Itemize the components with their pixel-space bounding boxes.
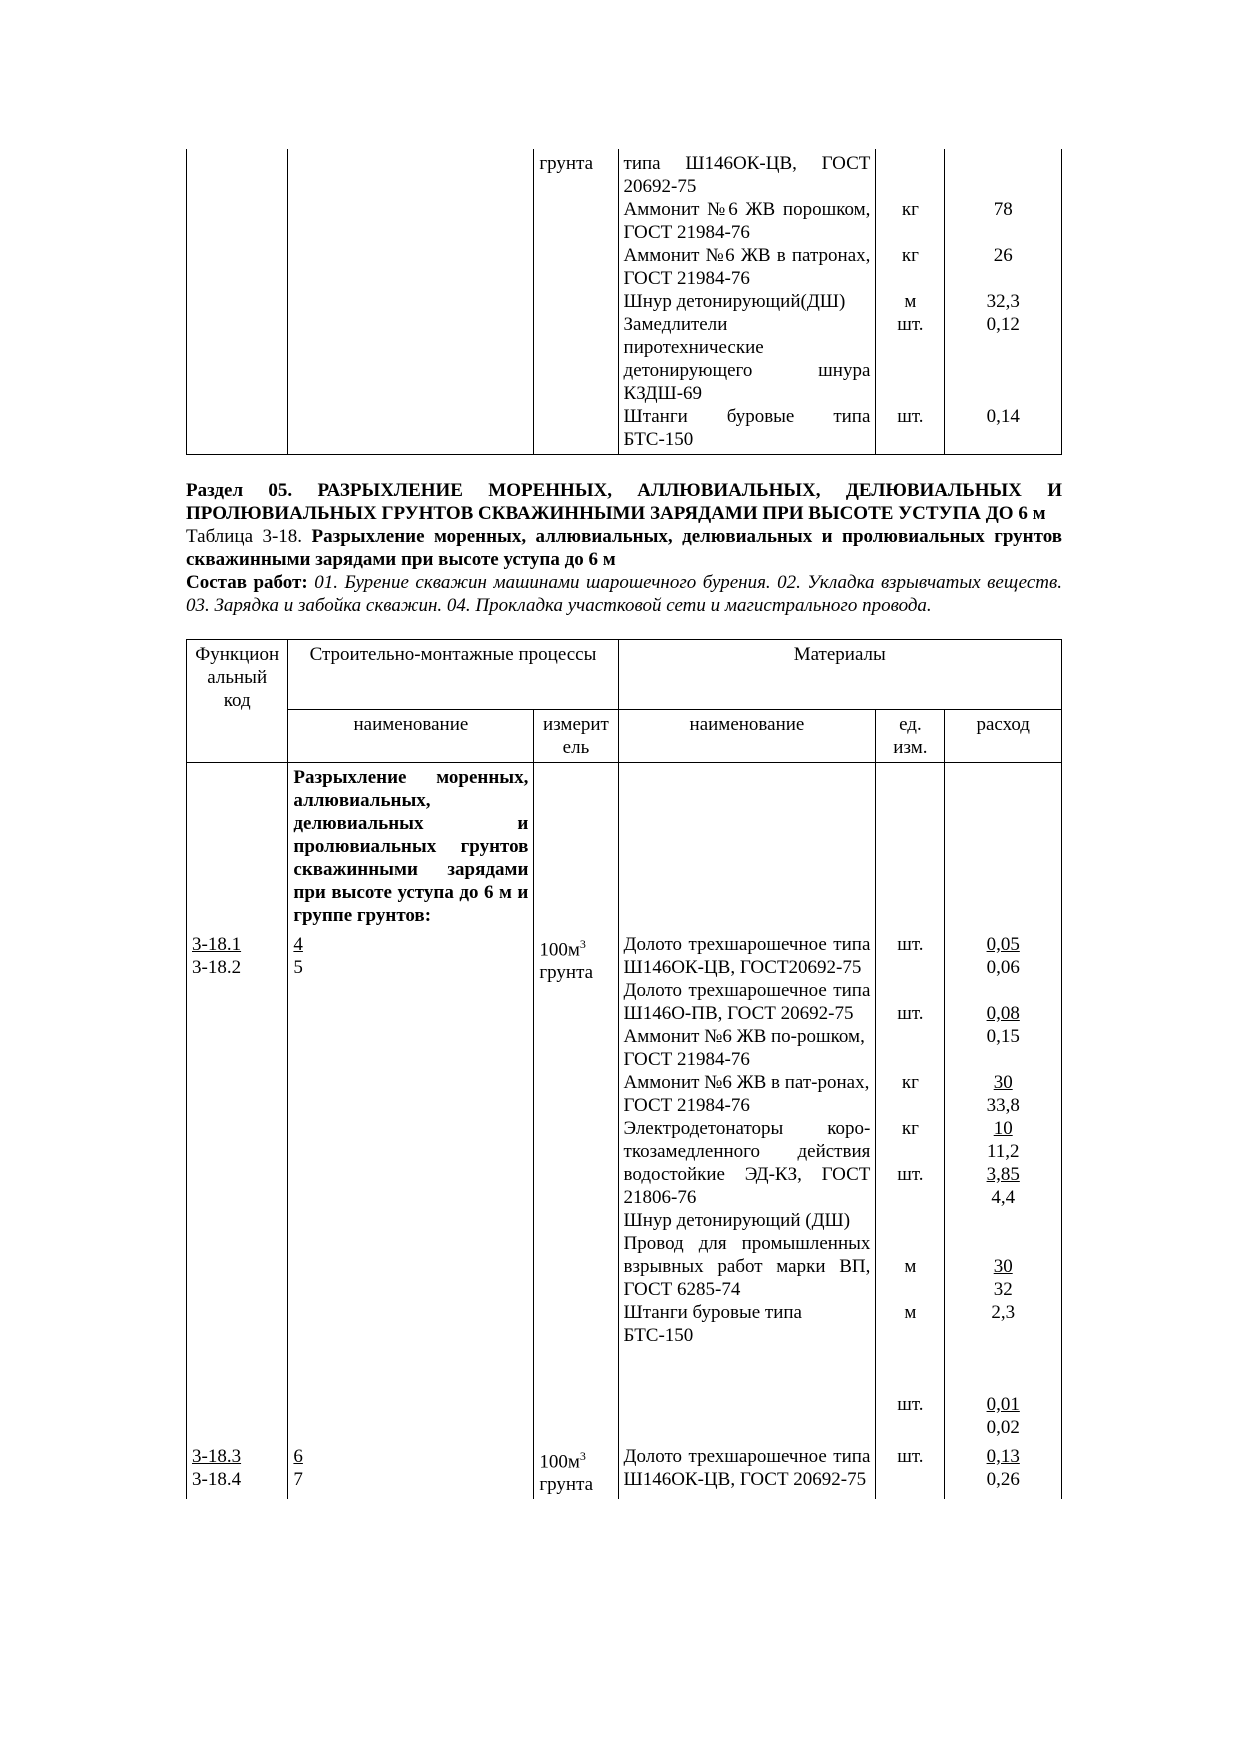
top-value-4: 0,12	[986, 314, 1020, 335]
top-unit-cell	[534, 149, 618, 455]
header-proc-unit: измерит ель	[534, 710, 618, 763]
top-values-cell	[945, 149, 1062, 455]
works-text: 01. Бурение скважин машинами шарошечного бурения. 02. Укладка взрывчатых веществ. 03. Зарядка и забойка скважин. 04. Прокладка участковой сети и магистрального провода.	[186, 572, 1062, 616]
b1-unit-1: шт.	[897, 1003, 924, 1024]
top-value-0	[950, 152, 1056, 198]
b1-v1-4: 3,85	[986, 1164, 1020, 1185]
block2-units	[876, 1442, 945, 1499]
b1-v2-3: 11,2	[986, 1141, 1020, 1162]
top-unit-4: шт.	[897, 314, 924, 335]
b1-unit-5: м	[904, 1256, 917, 1277]
top-unit-word: грунта	[539, 153, 594, 174]
top-material-2: Аммонит №6 ЖВ в патронах, ГОСТ 21984-76	[623, 245, 871, 289]
block1-unit-text: 100м	[539, 939, 580, 961]
b2-v2-0: 0,26	[986, 1469, 1020, 1490]
block2-unit-main	[539, 1445, 612, 1473]
header-proc-name: наименование	[288, 710, 534, 763]
top-func-code-cell	[187, 149, 288, 455]
block1-values	[945, 930, 1062, 1442]
block2-codes	[187, 1442, 288, 1499]
block2-groups	[288, 1442, 534, 1499]
block2-unit	[534, 1442, 618, 1499]
top-value-2: 26	[993, 245, 1013, 266]
b1-v1-1: 0,08	[986, 1003, 1020, 1024]
section-heading: Раздел 05. РАЗРЫХЛЕНИЕ МОРЕННЫХ, АЛЛЮВИАЛЬНЫХ, ДЕЛЮВИАЛЬНЫХ И ПРОЛЮВИАЛЬНЫХ ГРУНТОВ СКВАЖИННЫМИ ЗАРЯДАМИ ПРИ ВЫСОТЕ УСТУПА ДО 6 м	[186, 480, 1062, 524]
block1-unit-sup: 3	[579, 937, 586, 951]
group-title-mat-cell	[618, 763, 876, 931]
top-units-cell	[876, 149, 945, 455]
b1-v2-4: 4,4	[991, 1187, 1016, 1208]
b1-unit-6: м	[904, 1302, 917, 1323]
b1-unit-3: кг	[901, 1118, 919, 1139]
b1-v1-5: 30	[993, 1256, 1013, 1277]
b1-v2-1: 0,15	[986, 1026, 1020, 1047]
top-value-3: 32,3	[986, 291, 1020, 312]
main-table	[186, 639, 1062, 1499]
b1-v1-7: 0,01	[986, 1394, 1020, 1415]
b1-v1-2: 30	[993, 1072, 1013, 1093]
group-4: 4	[293, 934, 303, 955]
group-title-code-cell	[187, 763, 288, 931]
top-materials-cell	[618, 149, 876, 455]
header-mat-name: наименование	[618, 710, 876, 763]
top-material-4: Замедлители пиротехнические детонирующего шнура КЗДШ-69	[623, 314, 871, 404]
block1-groups	[288, 930, 534, 1442]
table-caption	[186, 525, 1062, 571]
group-7: 7	[293, 1469, 303, 1490]
block2-unit-text: 100м	[539, 1451, 580, 1473]
b1-unit-4: шт.	[897, 1164, 924, 1185]
table-label: Таблица 3-18.	[186, 526, 303, 547]
top-material-0: типа Ш146ОК-ЦВ, ГОСТ 20692-75	[623, 153, 871, 197]
block1-unit	[534, 930, 618, 1442]
group-title: Разрыхление моренных, аллювиальных, делювиальных и пролювиальных грунтов скважинными зарядами при высоте уступа до 6 м и группе грунтов:	[288, 763, 534, 931]
top-unit-1: кг	[901, 199, 919, 220]
top-value-5: 0,14	[986, 406, 1020, 427]
top-material-3: Шнур детонирующий(ДШ)	[623, 291, 846, 312]
b2-v1-0: 0,13	[986, 1446, 1020, 1467]
b1-v1-6: 2,3	[991, 1302, 1016, 1323]
top-material-1: Аммонит №6 ЖВ порошком, ГОСТ 21984-76	[623, 199, 871, 243]
header-func-code: Функцион альный код	[187, 640, 288, 763]
b1-material-6: Провод для промышленных взрывных работ марки ВП, ГОСТ 6285-74	[623, 1233, 871, 1300]
document-page	[186, 149, 1062, 1499]
b1-v2-5: 32	[993, 1279, 1013, 1300]
top-unit-2: кг	[901, 245, 919, 266]
b1-v1-3: 10	[993, 1118, 1013, 1139]
top-unit-5: шт.	[897, 406, 924, 427]
section-block	[186, 479, 1062, 617]
code-3-18-4: 3-18.4	[192, 1469, 242, 1490]
top-unit-0	[881, 152, 939, 198]
b1-material-3: Аммонит №6 ЖВ в пат-ронах, ГОСТ 21984-76	[623, 1072, 870, 1116]
block2-unit-sup: 3	[579, 1449, 586, 1463]
group-5: 5	[293, 957, 303, 978]
b1-unit-0: шт.	[897, 934, 924, 955]
b1-v2-0: 0,06	[986, 957, 1020, 978]
works-paragraph	[186, 571, 1062, 617]
b1-material-2: Аммонит №6 ЖВ по-рошком, ГОСТ 21984-76	[623, 1026, 865, 1070]
code-3-18-1: 3-18.1	[192, 934, 242, 955]
top-value-1: 78	[993, 199, 1013, 220]
code-3-18-3: 3-18.3	[192, 1446, 242, 1467]
block1-materials	[618, 930, 876, 1442]
group-title-rate-cell	[945, 763, 1062, 931]
top-unit-3: м	[904, 291, 917, 312]
block2-materials	[618, 1442, 876, 1499]
block2-unit-word: грунта	[539, 1474, 594, 1496]
code-3-18-2: 3-18.2	[192, 957, 242, 978]
header-mat-rate: расход	[945, 710, 1062, 763]
block1-unit-main	[539, 933, 612, 961]
b1-unit-2: кг	[901, 1072, 919, 1093]
b2-unit-0: шт.	[897, 1446, 924, 1467]
group-6: 6	[293, 1446, 303, 1467]
top-process-name-cell	[288, 149, 534, 455]
b1-v1-0: 0,05	[986, 934, 1020, 955]
header-materials: Материалы	[618, 640, 1061, 710]
b1-material-1: Долото трехшарошечное типа Ш146О-ПВ, ГОСТ 20692-75	[623, 980, 871, 1024]
b1-material-7: Штанги буровые типа БТС-150	[623, 1302, 802, 1346]
b1-v2-2: 33,8	[986, 1095, 1020, 1116]
top-material-5: Штанги буровые типа БТС-150	[623, 406, 871, 450]
works-label: Состав работ:	[186, 572, 308, 593]
group-title-unitcol-cell	[876, 763, 945, 931]
table-title: Разрыхление моренных, аллювиальных, делювиальных и пролювиальных грунтов скважинными зарядами при высоте уступа до 6 м	[186, 526, 1063, 570]
b1-v2-7: 0,02	[986, 1417, 1020, 1438]
block1-codes	[187, 930, 288, 1442]
group-title-unit-cell	[534, 763, 618, 931]
b1-material-4: Электродетонаторы коро-ткозамедленного действия водостойкие ЭД-КЗ, ГОСТ 21806-76	[623, 1118, 871, 1208]
b1-unit-7: шт.	[897, 1394, 924, 1415]
block1-unit-word: грунта	[539, 962, 594, 984]
block2-values	[945, 1442, 1062, 1499]
b2-material-0: Долото трехшарошечное типа Ш146ОК-ЦВ, ГОСТ 20692-75	[623, 1446, 871, 1490]
block1-units	[876, 930, 945, 1442]
header-mat-unit: ед. изм.	[876, 710, 945, 763]
b1-material-0: Долото трехшарошечное типа Ш146ОК-ЦВ, ГОСТ20692-75	[623, 934, 871, 978]
header-processes: Строительно-монтажные процессы	[288, 640, 618, 710]
top-table	[186, 149, 1062, 455]
b1-material-5: Шнур детонирующий (ДШ)	[623, 1210, 851, 1231]
